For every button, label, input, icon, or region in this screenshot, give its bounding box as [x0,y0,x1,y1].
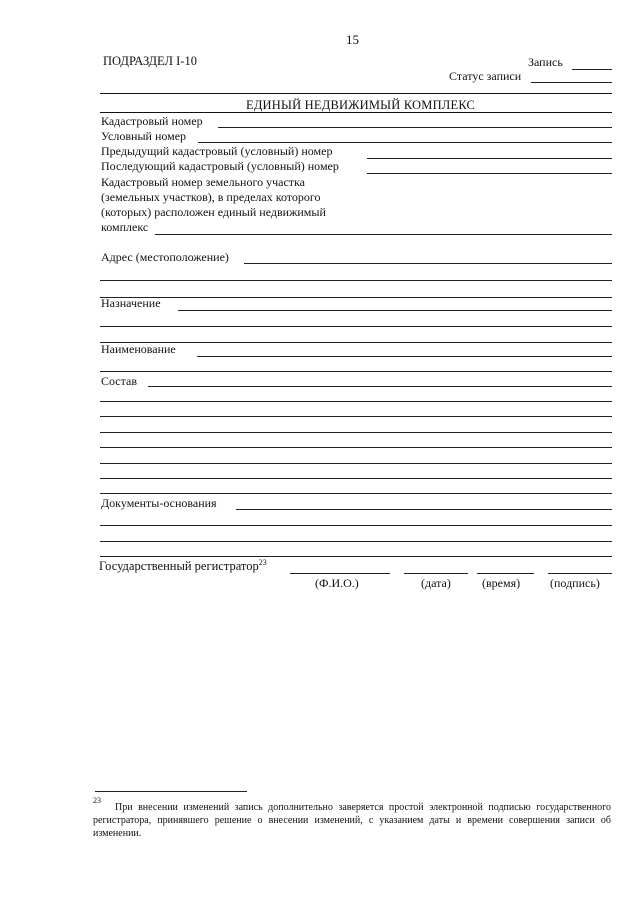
registrar-label [99,559,267,573]
purpose-top-line [100,297,612,298]
registrar-time-field[interactable] [477,573,534,574]
footnote-number: 23 [93,796,101,805]
form-title: ЕДИНЫЙ НЕДВИЖИМЫЙ КОМПЛЕКС [246,98,476,112]
composition-field-line8[interactable] [100,493,612,494]
cadastral-number-label: Кадастровый номер [101,114,203,128]
composition-field-line4[interactable] [100,432,612,433]
registrar-label-text: Государственный регистратор [99,559,259,574]
documents-field[interactable] [236,509,612,510]
land-plot-label-line3: (которых) расположен единый недвижимый [101,205,326,219]
composition-field-line5[interactable] [100,447,612,448]
name-field-line2[interactable] [100,371,612,372]
documents-field-line3[interactable] [100,541,612,542]
composition-field-line2[interactable] [100,401,612,402]
address-field[interactable] [244,263,612,264]
composition-field-line7[interactable] [100,478,612,479]
purpose-field-line2[interactable] [100,326,612,327]
conditional-number-field[interactable] [198,142,612,143]
documents-label: Документы-основания [101,496,217,510]
composition-label: Состав [101,374,138,388]
land-plot-field[interactable] [155,234,612,235]
land-plot-label-line1: Кадастровый номер земельного участка [101,175,305,189]
time-caption: (время) [482,576,521,590]
composition-field-line6[interactable] [100,463,612,464]
address-label: Адрес (местоположение) [101,250,229,264]
registrar-signature-field[interactable] [548,573,612,574]
purpose-label: Назначение [101,296,161,310]
land-plot-label-line4: комплекс [101,220,149,234]
next-number-label: Последующий кадастровый (условный) номер [101,159,339,173]
name-label: Наименование [101,342,176,356]
page-number: 15 [346,32,359,47]
documents-field-line4[interactable] [100,556,612,557]
status-field[interactable] [531,82,612,83]
purpose-field[interactable] [178,310,612,311]
previous-number-label: Предыдущий кадастровый (условный) номер [101,144,333,158]
composition-field[interactable] [148,386,612,387]
land-plot-label-line2: (земельных участков), в пределах которого [101,190,321,204]
name-top-line [100,342,612,343]
documents-field-line2[interactable] [100,525,612,526]
record-field[interactable] [572,69,612,70]
fio-caption: (Ф.И.О.) [315,576,359,590]
cadastral-number-field[interactable] [218,127,612,128]
previous-number-field[interactable] [367,158,612,159]
top-divider [100,93,612,94]
name-field[interactable] [197,356,612,357]
registrar-fio-field[interactable] [290,573,390,574]
registrar-footnote-ref: 23 [258,558,267,567]
date-caption: (дата) [421,576,451,590]
registrar-date-field[interactable] [404,573,468,574]
address-field-line2[interactable] [100,280,612,281]
record-label: Запись [528,55,563,69]
footnote-text [93,801,611,840]
status-label: Статус записи [449,69,522,83]
composition-field-line3[interactable] [100,416,612,417]
next-number-field[interactable] [367,173,612,174]
section-title: ПОДРАЗДЕЛ I-10 [103,54,197,68]
footnote-divider [95,791,247,792]
signature-caption: (подпись) [550,576,600,590]
title-divider [100,112,612,113]
footnote-text-content: При внесении изменений запись дополнительно заверяется простой электронной подписью государственного регистратора, принявшего решение о внесении изменений, с указанием даты и времени совершения записи об изменении. [93,802,611,839]
conditional-number-label: Условный номер [101,129,187,143]
